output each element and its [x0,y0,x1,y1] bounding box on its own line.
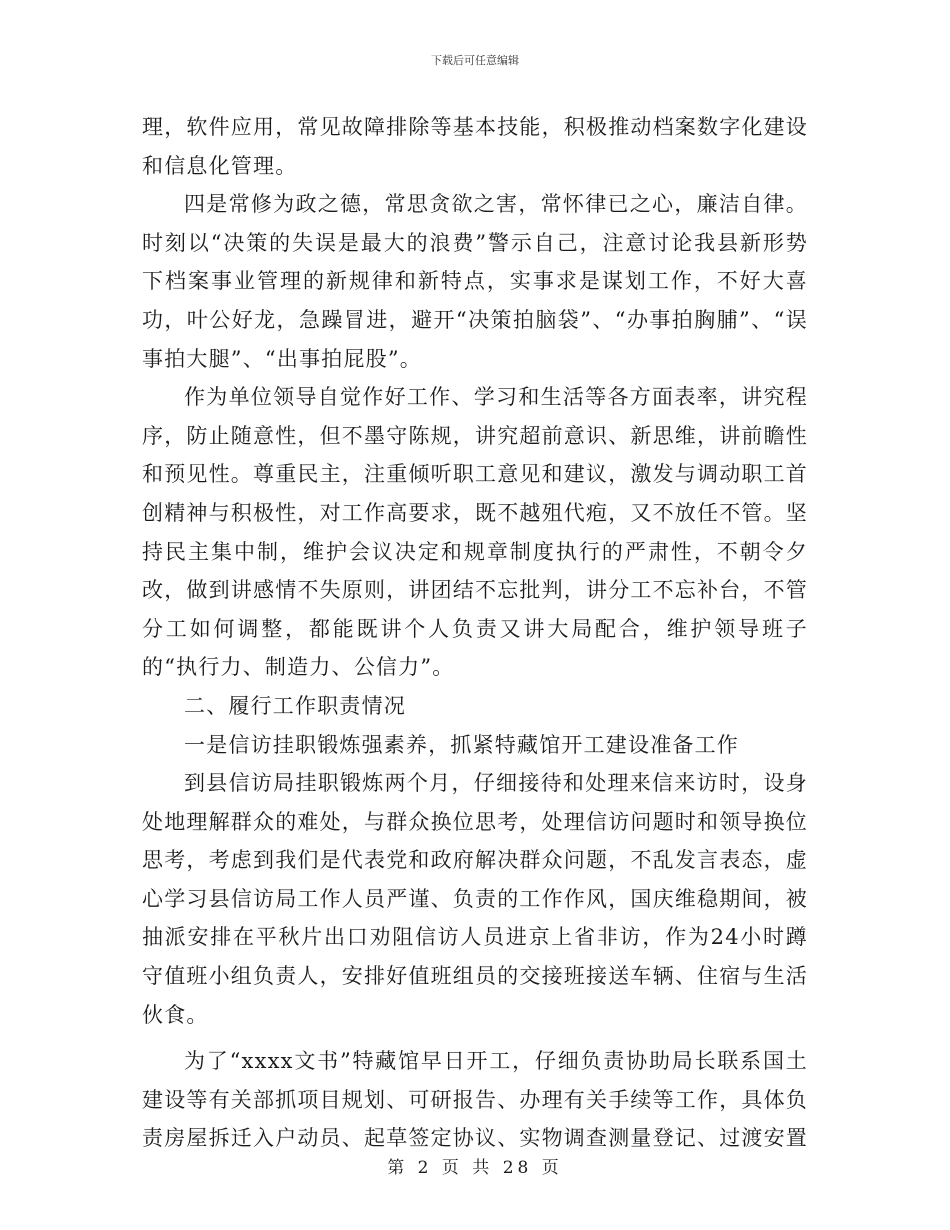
document-body [142,108,808,1158]
subheading-point-one: 一是信访挂职锻炼强素养，抓紧特藏馆开工建设准备工作 [184,732,739,757]
section-heading-duties: 二、履行工作职责情况 [184,693,406,718]
paragraph-point-four: 四是常修为政之德，常思贪欲之害，常怀律已之心，廉洁自律。时刻以“决策的失误是最大的浪费”警示自己，注意讨论我县新形势下档案事业管理的新规律和新特点，实事求是谋划工作，不好大喜功，叶公好龙，急躁冒进，避开“决策拍脑袋”、“办事拍胸脯”、“误事拍大腿”、“出事拍屁股”。 [142,192,808,371]
paragraph-archive-hall: 为了“xxxx文书”特藏馆早日开工，仔细负责协助局长联系国土建设等有关部抓项目规划、可研报告、办理有关手续等工作，具体负责房屋拆迁入户动员、起草签定协议、实物调查测量登记、过渡安置 [142,1049,808,1151]
page-number: 第 2 页 共 28 页 [387,1158,563,1178]
paragraph-continuation: 理，软件应用，常见故障排除等基本技能，积极推动档案数字化建设和信息化管理。 [142,115,808,178]
page-header: 下载后可任意编辑 [431,54,519,67]
paragraph-petition-office: 到县信访局挂职锻炼两个月，仔细接待和处理来信来访时，设身处地理解群众的难处，与群众换位思考，处理信访问题时和领导换位思考，考虑到我们是代表党和政府解决群众问题，不乱发言表态，虚心学习县信访局工作人员严谨、负责的工作作风，国庆维稳期间，被抽派安排在平秋片出口劝阻信访人员进京上省非访，作为24小时蹲守值班小组负责人，安排好值班组员的交接班接送车辆、住宿与生活伙食。 [142,771,808,1027]
paragraph-leadership: 作为单位领导自觉作好工作、学习和生活等各方面表率，讲究程序，防止随意性，但不墨守陈规，讲究超前意识、新思维，讲前瞻性和预见性。尊重民主，注重倾听职工意见和建议，激发与调动职工首创精神与积极性，对工作高要求，既不越殂代疱，又不放任不管。坚持民主集中制，维护会议决定和规章制度执行的严肃性，不朝令夕改，做到讲感情不失原则，讲团结不忘批判，讲分工不忘补台，不管分工如何调整，都能既讲个人负责又讲大局配合，维护领导班子的“执行力、制造力、公信力”。 [142,385,808,680]
